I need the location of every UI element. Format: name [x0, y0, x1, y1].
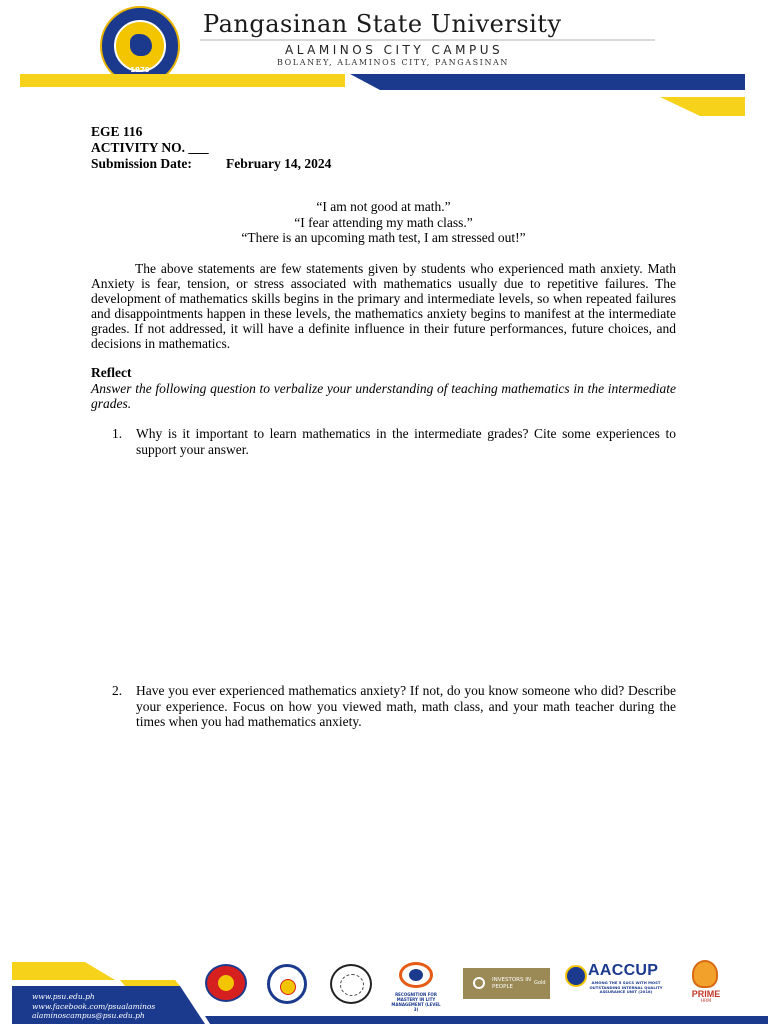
submission-date: February 14, 2024 — [226, 156, 332, 171]
aaccup-label: AACCUP — [588, 962, 659, 979]
question-number: 1. — [112, 426, 123, 441]
iip-ring-icon — [473, 977, 485, 989]
lion-icon — [130, 34, 152, 56]
header-stripes — [0, 74, 768, 118]
question-text: Why is it important to learn mathematics in the intermediate grades? Cite some experiences to support your answer. — [136, 426, 676, 457]
reflect-instruction: Answer the following question to verbalize your understanding of teaching mathematics in the intermediate grades. — [91, 381, 676, 411]
campus-name: ALAMINOS CITY CAMPUS — [285, 43, 504, 57]
footer-blue-bar — [205, 1016, 768, 1024]
yellow-stripe-right — [660, 97, 745, 116]
investors-in-people-badge — [463, 968, 550, 999]
website-link[interactable]: www.psu.edu.ph — [32, 992, 95, 1001]
quote: “I fear attending my math class.” — [294, 214, 473, 230]
aaccup-seal-icon — [565, 965, 587, 987]
footer-links — [32, 992, 155, 1021]
submission-line — [91, 156, 331, 172]
recognition-caption: RECOGNITION FOR MASTERY IN LITY MANAGEMENT (LEVEL 3) — [391, 992, 441, 1012]
blue-stripe — [350, 74, 745, 90]
quote: “I am not good at math.” — [316, 199, 451, 214]
reflect-heading: Reflect — [91, 365, 132, 380]
email-link[interactable]: alaminoscampus@psu.edu.ph — [32, 1011, 145, 1020]
activity-number: ACTIVITY NO. ___ — [91, 140, 209, 155]
prime-label: PRIME — [691, 989, 721, 999]
prime-sub: HRM — [700, 999, 712, 1004]
footer-yellow-stripe — [12, 962, 115, 980]
seal-emblem — [114, 20, 166, 72]
seal-year: 1979 — [130, 66, 150, 74]
course-info — [91, 124, 331, 172]
campus-address: BOLANEY, ALAMINOS CITY, PANGASINAN — [277, 58, 510, 67]
quote: “There is an upcoming math test, I am stressed out!” — [241, 230, 526, 245]
iip-level: Gold — [534, 980, 546, 986]
intro-paragraph — [91, 261, 676, 351]
submission-label: Submission Date: — [91, 156, 192, 171]
recognition-logo-icon — [399, 962, 433, 988]
prime-logo-icon — [692, 960, 718, 988]
iip-label: INVESTORS IN PEOPLE — [492, 977, 531, 990]
chr-seal-icon — [267, 964, 307, 1004]
university-name: Pangasinan State University — [203, 10, 562, 38]
header-divider — [200, 39, 655, 41]
asean-logo-icon — [205, 964, 247, 1002]
student-quotes — [91, 199, 676, 246]
question-number: 2. — [112, 683, 123, 698]
aaccup-caption: AMONG THE 5 SUCS WITH MOST OUTSTANDING INTERNAL QUALITY ASSURANCE UNIT (2018) — [589, 980, 663, 995]
course-code: EGE 116 — [91, 124, 143, 139]
facebook-link[interactable]: www.facebook.com/psualaminos — [32, 1001, 156, 1011]
intro-text: The above statements are few statements given by students who experienced math anxiety. Math Anxiety is fear, tension, or stress associated with mathematics usually due to repetitive failures. The development of mathematics skills begins in the primary and intermediate levels, so when repeated failures and disappointments happen in these levels, the mathematics anxiety begins to manifest at the intermediate grades. If not addressed, it will have a definite influence in their future performances, future choices, and decisions in mathematics. — [91, 261, 676, 351]
government-seal-icon — [330, 964, 372, 1004]
question-text: Have you ever experienced mathematics anxiety? If not, do you know someone who did? Describe your experience. Focus on how you viewed math, math class, and your math teacher during the times when you had mathematics anxiety. — [136, 683, 676, 729]
